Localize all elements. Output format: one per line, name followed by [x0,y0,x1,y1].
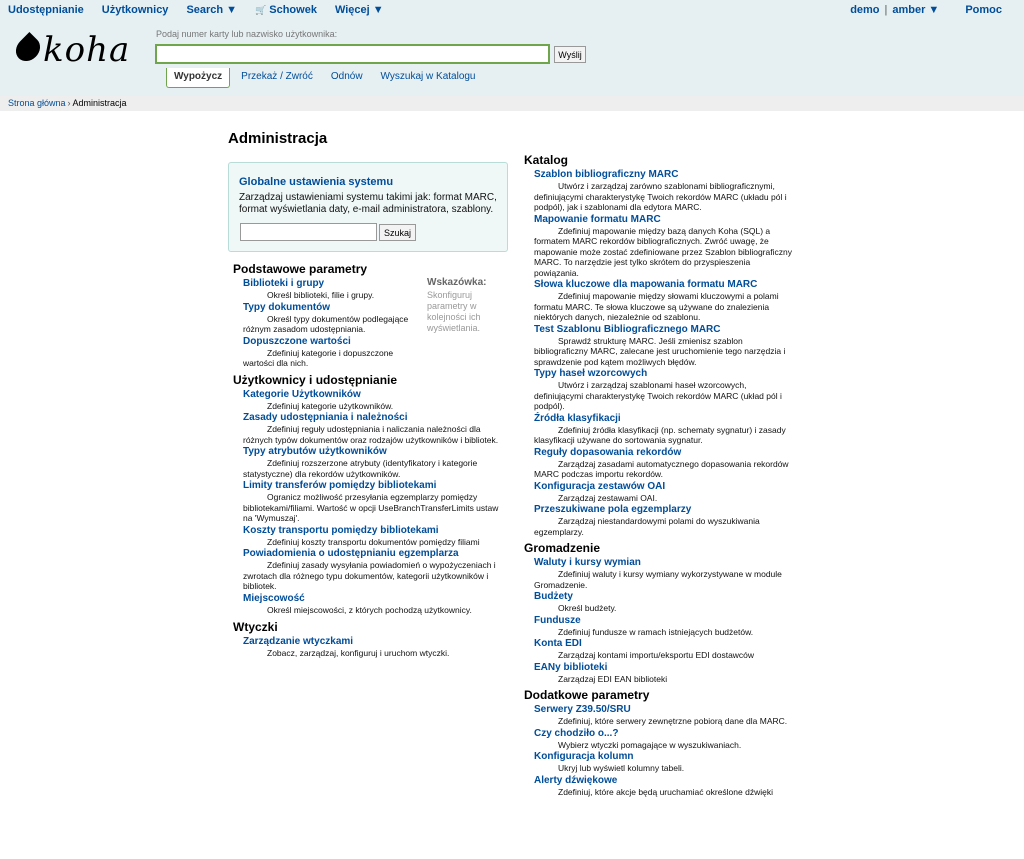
admin-description: Ukryj lub wyświetl kolumny tabeli. [558,763,685,773]
admin-item-biblioteki-i-grupy [243,278,431,301]
breadcrumb-current: Administracja [72,98,127,108]
preferences-search-button[interactable]: Szukaj [379,224,416,241]
admin-link[interactable]: Konfiguracja kolumn [534,751,634,762]
admin-description: Zdefiniuj mapowanie między bazą danych Koha (SQL) a formatem MARC rekordów bibliograficznych. Zwróć uwagę, że mapowanie może zostać zdefiniowane przez Szablon bibliograficzny MARC. To narzędzie jest tylko skrótem do przyspieszenia powiązania. [534,225,792,278]
admin-link[interactable]: Fundusze [534,614,581,626]
admin-description: Utwórz i zarządzaj szablonami haseł wzorcowych, definiującymi charakterystykę Twoich rekordów MARC (układ pól i podpól). [534,380,782,411]
admin-link[interactable]: Reguły dopasowania rekordów [534,446,682,458]
admin-description: Określ typy dokumentów podlegające różnym zasadom udostępniania. [243,313,409,334]
admin-description: Zarządzaj kontami importu/eksportu EDI dostawców [558,650,755,660]
admin-description: Zdefiniuj koszty transportu dokumentów pomiędzy filiami [267,536,480,547]
admin-item-mapowanie-formatu-marc [534,214,799,279]
koha-logo[interactable] [15,32,135,72]
left-column [233,262,511,660]
nav-patrons[interactable]: Użytkownicy [101,4,169,16]
admin-link[interactable]: Dopuszczone wartości [243,335,351,347]
admin-description: Zdefiniuj kategorie użytkowników. [267,400,394,411]
preferences-search-input[interactable] [240,223,377,241]
section-wtyczki [233,620,511,659]
admin-item-fundusze [534,615,799,638]
section-dodatkowe-parametry [524,688,799,797]
admin-description: Zdefiniuj mapowanie między słowami kluczowymi a polami formatu MARC. Te słowa kluczowe są używane do znalezienia niektórych danych, niezależnie od szablonu. [534,291,779,322]
section-podstawowe-parametry [233,262,511,369]
admin-description: Zdefiniuj fundusze w ramach istniejących budżetów. [558,626,754,637]
section-title: Gromadzenie [524,541,601,555]
admin-item-serwery-z39-50-sru [534,704,799,727]
section-title: Użytkownicy i udostępnianie [233,372,398,387]
nav-more[interactable] [335,4,384,16]
logged-in-user[interactable]: demo [850,4,880,16]
chevron-down-icon: ▼ [226,4,238,16]
admin-link[interactable]: Waluty i kursy wymian [534,557,641,568]
card-number-input[interactable] [155,44,550,64]
admin-link[interactable]: Serwery Z39.50/SRU [534,704,631,715]
admin-item-eany-biblioteki [534,662,799,685]
nav-circulation[interactable]: Udostępnianie [8,4,84,16]
admin-link[interactable]: Zarządzanie wtyczkami [243,636,354,647]
admin-description: Zarządzaj zestawami OAI. [558,492,658,503]
admin-link[interactable]: EANy biblioteki [534,661,608,673]
admin-description: Ogranicz możliwość przesyłania egzemplarzy pomiędzy bibliotekami/filiami. Wartość w opcji UseBranchTransferLimits ustaw na 'Wymuszaj'. [243,492,499,523]
admin-item-miejscowosc [243,593,511,616]
admin-link[interactable]: Biblioteki i grupy [243,278,325,289]
section-katalog [524,153,799,537]
section-uzytkownicy-i-udostepnianie [233,373,511,616]
nav-cart[interactable] [255,4,317,16]
admin-item-powiadomienia-o-udostepnianiu-egzemplarza [243,548,511,592]
admin-item-koszty-transportu-pomiedzy-bibliotekami [243,525,511,548]
admin-description: Zdefiniuj kategorie i dopuszczone wartości dla nich. [243,347,394,368]
hint-text: Skonfiguruj parametry w kolejności ich wyświetlania. [427,290,481,333]
admin-item-konfiguracja-zestawow-oai [534,481,799,504]
chevron-down-icon: ▼ [372,4,384,16]
section-title: Dodatkowe parametry [524,688,650,702]
system-preferences-link[interactable]: Globalne ustawienia systemu [239,176,394,188]
card-number-label: Podaj numer karty lub nazwisko użytkownika: [156,29,338,39]
admin-description: Utwórz i zarządzaj zarówno szablonami bibliograficznymi, definiującymi charakterystykę Twoich rekordów MARC (układu pól i podpól), jak i szablonami dla edytora MARC. [534,181,787,212]
admin-description: Zdefiniuj zasady wysyłania powiadomień o wypożyczeniach i zwrotach dla różnego typu dokumentów, kategorii użytkowników i bibliotek. [243,560,496,591]
admin-item-typy-dokumentow [243,302,431,335]
admin-description: Zdefiniuj, które serwery zewnętrzne pobiorą dane dla MARC. [558,716,788,726]
admin-description: Określ budżety. [558,603,617,613]
admin-item-waluty-i-kursy-wymian [534,557,799,590]
admin-description: Zdefiniuj waluty i kursy wymiany wykorzystywane w module Gromadzenie. [534,569,782,590]
section-title: Katalog [524,153,569,167]
admin-item-test-szablonu-bibliograficznego-marc [534,324,799,368]
admin-description: Zarządzaj niestandardowymi polami do wyszukiwania egzemplarzy. [534,516,760,537]
submit-button[interactable]: Wyślij [554,46,586,63]
admin-link[interactable]: Miejscowość [243,592,305,604]
header [0,20,1024,96]
section-gromadzenie [524,541,799,684]
admin-item-czy-chodzilo-o [534,728,799,751]
nav-search[interactable] [186,4,237,16]
admin-item-konta-edi [534,638,799,661]
admin-link[interactable]: Test Szablonu Bibliograficznego MARC [534,323,721,335]
chevron-down-icon: ▼ [928,4,940,16]
admin-item-slowa-kluczowe-dla-mapowania-formatu-marc [534,279,799,323]
section-title: Wtyczki [233,620,278,634]
library-name: amber [892,4,926,16]
admin-link[interactable]: Przeszukiwane pola egzemplarzy [534,504,692,515]
admin-link[interactable]: Typy atrybutów użytkowników [243,446,387,457]
admin-description: Zdefiniuj reguły udostępniania i naliczania należności dla różnych typów dokumentów oraz rodzajów użytkowników i bibliotek. [243,424,499,445]
section-title: Podstawowe parametry [233,262,368,276]
tab-checkin[interactable]: Przekaż / Zwróć [241,71,313,82]
circulation-tabs [166,68,487,88]
admin-link[interactable]: Czy chodziło o...? [534,727,619,739]
admin-item-alerty-dzwiekowe [534,775,799,798]
cart-icon: 🛒 [255,5,267,15]
breadcrumb-separator: › [67,98,71,108]
koha-logo-icon [11,32,45,66]
breadcrumb-home[interactable]: Strona główna [8,98,66,108]
admin-link[interactable]: Konta EDI [534,638,582,649]
admin-item-zrodla-klasyfikacji [534,413,799,446]
system-preferences-description: Zarządzaj ustawieniami systemu takimi jak: format MARC, format wyświetlania daty, e-mail administratora, szablony. [239,192,497,215]
tab-checkout[interactable]: Wypożycz [166,68,230,88]
admin-link[interactable]: Słowa kluczowe dla mapowania formatu MARC [534,279,758,290]
admin-link[interactable]: Konfiguracja zestawów OAI [534,480,666,492]
tab-search-catalog[interactable]: Wyszukaj w Katalogu [380,71,476,82]
hint-title: Wskazówka: [427,277,487,288]
nav-cart-label: Schowek [269,4,317,16]
nav-more-label: Więcej [334,4,370,16]
logo-text: koha [43,30,131,70]
admin-description: Określ miejscowości, z których pochodzą użytkownicy. [267,604,472,615]
admin-item-szablon-bibliograficzny-marc [534,169,799,213]
admin-link[interactable]: Źródła klasyfikacji [534,412,621,424]
separator: | [884,4,888,16]
admin-item-dopuszczone-wartosci [243,336,431,369]
admin-item-typy-atrybutow-uzytkownikow [243,446,511,479]
admin-link[interactable]: Mapowanie formatu MARC [534,213,661,225]
page-title: Administracja [228,130,328,147]
admin-item-zasady-udostepniania-i-naleznosci [243,412,511,445]
admin-link[interactable]: Typy haseł wzorcowych [534,368,648,379]
admin-description: Zdefiniuj źródła klasyfikacji (np. schematy sygnatur) i zasady klasyfikacji używane do sortowania sygnatur. [534,424,786,445]
tab-renew[interactable]: Odnów [330,71,363,82]
admin-item-przeszukiwane-pola-egzemplarzy [534,504,799,537]
library-selector[interactable] [892,4,939,16]
admin-link[interactable]: Budżety [534,591,573,602]
admin-item-budzety [534,591,799,614]
nav-search-label: Search [186,4,224,16]
admin-description: Zarządzaj zasadami automatycznego dopasowania rekordów MARC podczas importu rekordów. [534,458,789,479]
admin-item-reguly-dopasowania-rekordow [534,447,799,480]
admin-link[interactable]: Powiadomienia o udostępnianiu egzemplarza [243,548,459,559]
admin-link[interactable]: Alerty dźwiękowe [534,774,618,786]
admin-link[interactable]: Koszty transportu pomiędzy bibliotekami [243,524,439,536]
admin-item-limity-transferow-pomiedzy-bibliotekami [243,480,511,524]
admin-description: Zarządzaj EDI EAN biblioteki [558,673,668,684]
admin-item-zarzadzanie-wtyczkami [243,636,511,659]
admin-link[interactable]: Typy dokumentów [243,301,331,313]
admin-description: Sprawdź strukturę MARC. Jeśli zmienisz szablon bibliograficzny MARC, zalecane jest uruchomienie tego narzędzia i sprawdzenie pod kątem możliwych błędów. [534,335,786,367]
system-preferences-box [228,162,508,252]
admin-item-typy-hasel-wzorcowych [534,368,799,412]
admin-description: Wybierz wtyczki pomagające w wyszukiwaniach. [558,739,742,750]
admin-item-kategorie-uzytkownikow [243,389,511,412]
admin-link[interactable]: Szablon bibliograficzny MARC [534,169,679,180]
admin-item-konfiguracja-kolumn [534,751,799,774]
help-link[interactable]: Pomoc [965,4,1002,16]
admin-link[interactable]: Zasady udostępniania i należności [243,412,408,423]
admin-description: Zobacz, zarządzaj, konfiguruj i uruchom wtyczki. [267,648,450,658]
admin-description: Zdefiniuj, które akcje będą uruchamiać określone dźwięki [558,786,773,797]
admin-link[interactable]: Limity transferów pomiędzy bibliotekami [243,480,437,491]
breadcrumb [0,96,1024,111]
admin-description: Określ biblioteki, filie i grupy. [267,290,375,300]
right-column [524,153,799,798]
top-navigation-bar [0,0,1024,20]
admin-link[interactable]: Kategorie Użytkowników [243,388,361,400]
admin-description: Zdefiniuj rozszerzone atrybuty (identyfikatory i kategorie statystyczne) dla rekordów użytkowników. [243,458,478,479]
